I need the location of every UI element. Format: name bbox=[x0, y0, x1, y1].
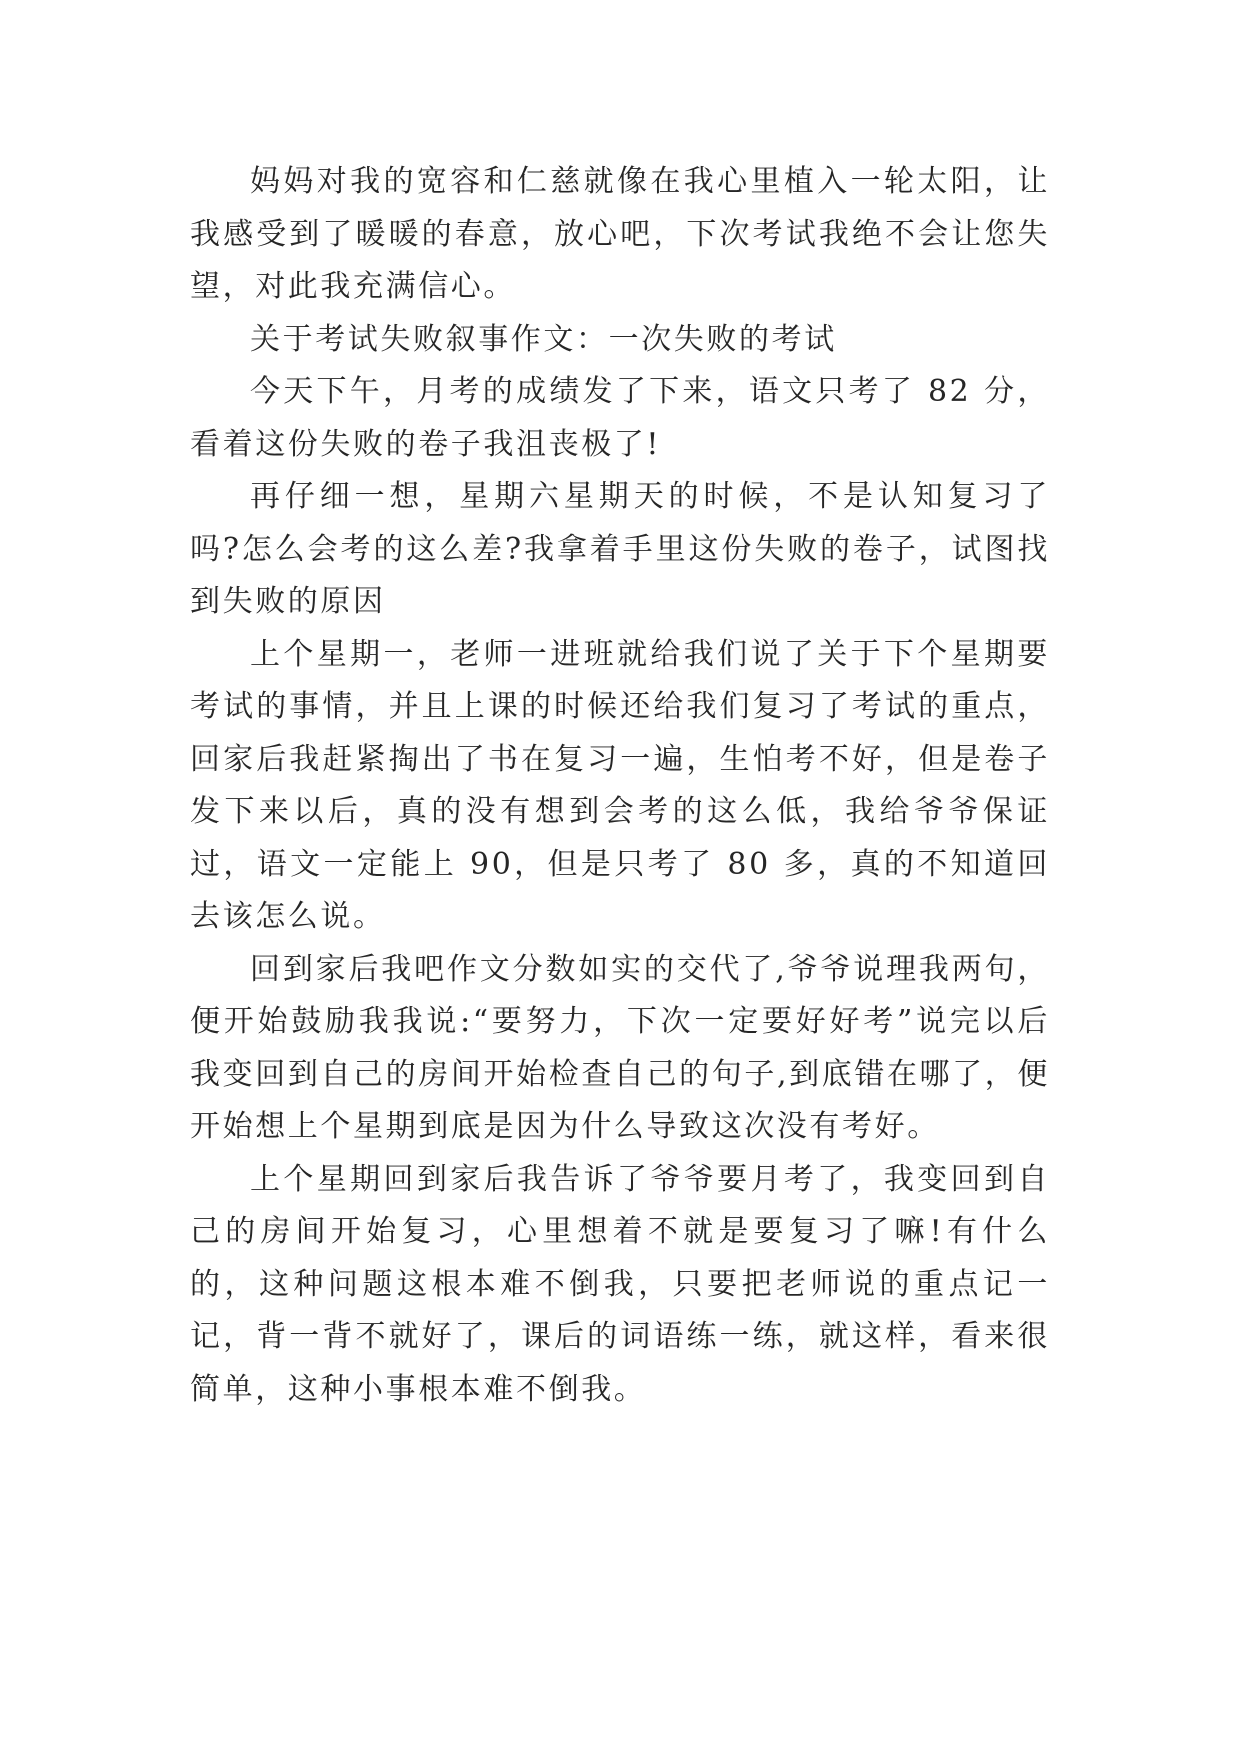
paragraph: 再仔细一想，星期六星期天的时候，不是认知复习了吗?怎么会考的这么差?我拿着手里这份失败的卷子，试图找到失败的原因 bbox=[190, 479, 1050, 619]
paragraph: 今天下午，月考的成绩发了下来，语文只考了 82 分，看着这份失败的卷子我沮丧极了! bbox=[190, 374, 1050, 462]
document-body bbox=[190, 156, 1050, 1416]
section-heading: 关于考试失败叙事作文：一次失败的考试 bbox=[250, 321, 837, 357]
paragraph: 回到家后我吧作文分数如实的交代了,爷爷说理我两句，便开始鼓励我我说:“要努力，下次一定要好好考”说完以后我变回到自己的房间开始检查自己的句子,到底错在哪了，便开始想上个星期到底是因为什么导致这次没有考好。 bbox=[190, 951, 1050, 1144]
paragraph: 妈妈对我的宽容和仁慈就像在我心里植入一轮太阳，让我感受到了暖暖的春意，放心吧，下次考试我绝不会让您失望，对此我充满信心。 bbox=[190, 164, 1050, 304]
paragraph: 上个星期一，老师一进班就给我们说了关于下个星期要考试的事情，并且上课的时候还给我们复习了考试的重点，回家后我赶紧掏出了书在复习一遍，生怕考不好，但是卷子发下来以后，真的没有想到会考的这么低，我给爷爷保证过，语文一定能上 90，但是只考了 80 多，真的不知道回去该怎么说。 bbox=[190, 636, 1050, 934]
paragraph: 上个星期回到家后我告诉了爷爷要月考了，我变回到自己的房间开始复习，心里想着不就是要复习了嘛!有什么的，这种问题这根本难不倒我，只要把老师说的重点记一记，背一背不就好了，课后的词语练一练，就这样，看来很简单，这种小事根本难不倒我。 bbox=[190, 1161, 1050, 1407]
